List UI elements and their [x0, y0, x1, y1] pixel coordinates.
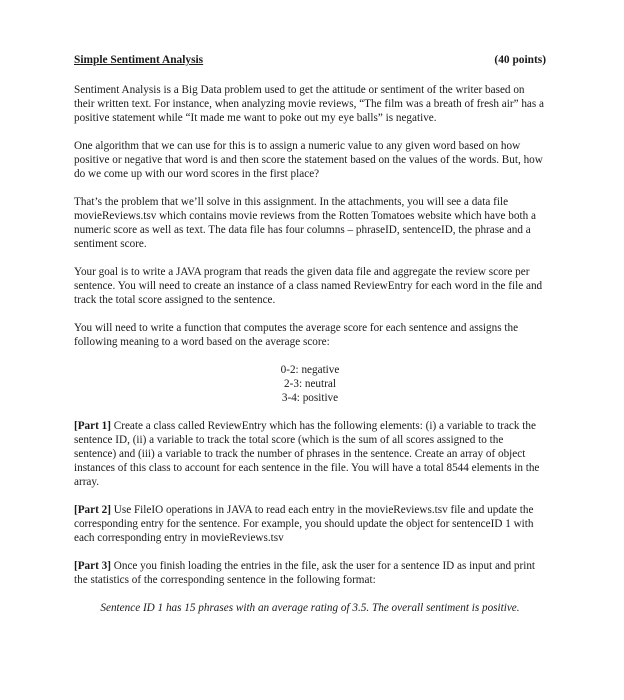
scale-neutral: 2-3: neutral: [284, 378, 336, 390]
sentiment-scale: [74, 363, 546, 405]
intro-paragraph: Sentiment Analysis is a Big Data problem used to get the attitude or sentiment of the writer based on their written text. For instance, when analyzing movie reviews, “The film was a breath of fresh air” has a positive statement while “It made me want to poke out my eye balls” is negative.: [74, 84, 545, 124]
problem-paragraph: That’s the problem that we’ll solve in this assignment. In the attachments, you will see a data file movieReviews.tsv which contains movie reviews from the Rotten Tomatoes website which have both a numeric score as well as text. The data file has four columns – phraseID, sentenceID, the phrase and a sentiment score.: [74, 196, 536, 250]
document-title: Simple Sentiment Analysis: [74, 54, 204, 66]
example-output: Sentence ID 1 has 15 phrases with an average rating of 3.5. The overall sentiment is positive.: [100, 602, 520, 614]
part-3-label: [Part 3]: [74, 560, 111, 572]
part-2-paragraph: [74, 503, 546, 545]
part-1-label: [Part 1]: [74, 420, 111, 432]
part-3-text: Once you finish loading the entries in the file, ask the user for a sentence ID as input and print the statistics of the corresponding sentence in the following format:: [74, 560, 536, 586]
scale-negative: 0-2: negative: [280, 364, 340, 376]
document-page: [74, 53, 546, 615]
function-paragraph: You will need to write a function that computes the average score for each sentence and assigns the following meaning to a word based on the average score:: [74, 322, 519, 348]
header-row: [74, 53, 546, 69]
part-2-label: [Part 2]: [74, 504, 111, 516]
part-2-text: Use FileIO operations in JAVA to read each entry in the movieReviews.tsv file and update the corresponding entry for the sentence. For example, you should update the object for sentenceID 1 with each corresponding entry in movieReviews.tsv: [74, 504, 534, 544]
points-label: (40 points): [494, 54, 546, 66]
goal-paragraph: Your goal is to write a JAVA program that reads the given data file and aggregate the review score per sentence. You will need to create an instance of a class named ReviewEntry for each word in the file and track the total score assigned to the sentence.: [74, 266, 543, 306]
scale-positive: 3-4: positive: [281, 392, 339, 404]
part-1-paragraph: [74, 419, 546, 489]
part-3-paragraph: [74, 559, 546, 587]
algorithm-paragraph: One algorithm that we can use for this is to assign a numeric value to any given word based on how positive or negative that word is and then score the statement based on the values of the words. But, how do we come up with our word scores in the first place?: [74, 140, 543, 180]
part-1-text: Create a class called ReviewEntry which has the following elements: (i) a variable to track the sentence ID, (ii) a variable to track the total score (which is the sum of all scores assigned to the sentence) and (iii) a variable to track the number of phrases in the sentence. Create an array of object instances of this class to account for each sentence in the file. You will have a total 8544 elements in the array.: [74, 420, 540, 488]
